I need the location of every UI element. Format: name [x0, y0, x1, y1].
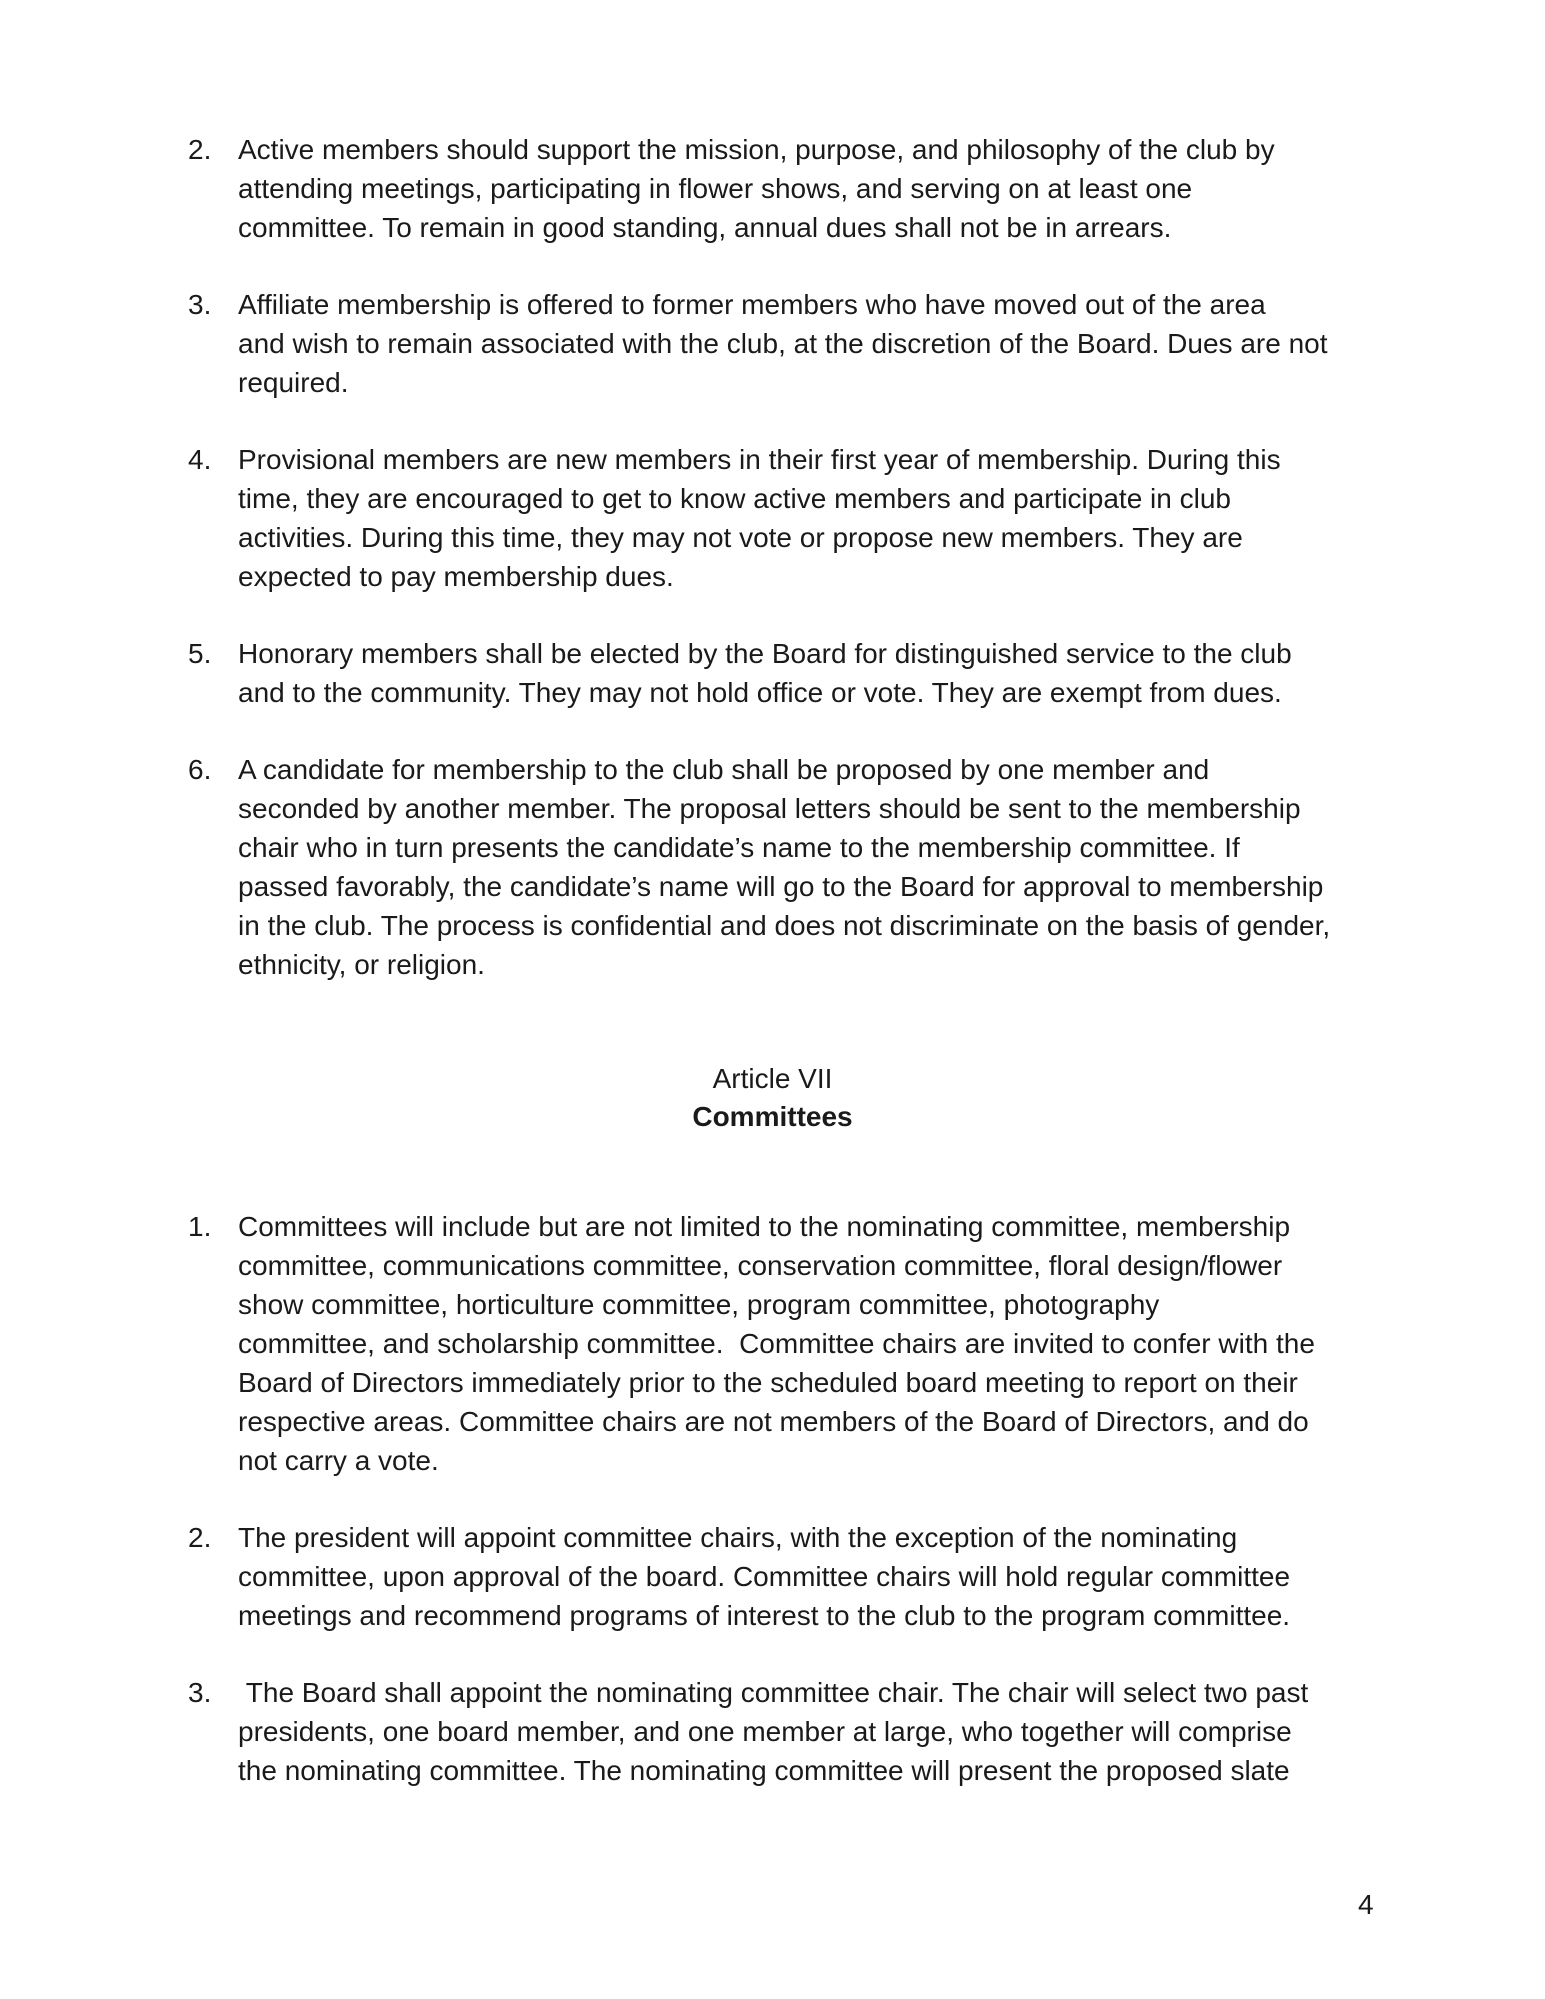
item-line: committee. To remain in good standing, annual dues shall not be in arrears. — [238, 212, 1172, 243]
membership-list — [188, 130, 1388, 984]
item-line: A candidate for membership to the club shall be proposed by one member and — [238, 754, 1210, 785]
list-item — [188, 750, 1388, 984]
item-line: committee, communications committee, conservation committee, floral design/flower — [238, 1250, 1283, 1281]
list-item — [188, 130, 1388, 247]
item-line: Honorary members shall be elected by the Board for distinguished service to the club — [238, 638, 1292, 669]
item-line: show committee, horticulture committee, program committee, photography — [238, 1289, 1160, 1320]
item-line: Active members should support the mission, purpose, and philosophy of the club by — [238, 134, 1275, 165]
list-item — [188, 634, 1388, 712]
item-line: seconded by another member. The proposal letters should be sent to the membership — [238, 793, 1301, 824]
item-line: and to the community. They may not hold office or vote. They are exempt from dues. — [238, 677, 1282, 708]
item-number: 1. — [188, 1211, 212, 1242]
item-line: attending meetings, participating in flower shows, and serving on at least one — [238, 173, 1193, 204]
item-number: 6. — [188, 754, 212, 785]
item-number: 3. — [188, 289, 212, 320]
item-number: 2. — [188, 134, 212, 165]
item-line: Board of Directors immediately prior to the scheduled board meeting to report on their — [238, 1367, 1298, 1398]
item-line: ethnicity, or religion. — [238, 949, 485, 980]
item-line: committee, and scholarship committee. Committee chairs are invited to confer with the — [238, 1328, 1315, 1359]
item-line: presidents, one board member, and one member at large, who together will comprise — [238, 1716, 1292, 1747]
item-line: time, they are encouraged to get to know active members and participate in club — [238, 483, 1231, 514]
item-line: The president will appoint committee chairs, with the exception of the nominating — [238, 1522, 1238, 1553]
item-line: Provisional members are new members in their first year of membership. During this — [238, 444, 1281, 475]
item-line: passed favorably, the candidate’s name will go to the Board for approval to membership — [238, 871, 1324, 902]
item-number: 5. — [188, 638, 212, 669]
item-line: committee, upon approval of the board. Committee chairs will hold regular committee — [238, 1561, 1291, 1592]
list-item — [188, 1673, 1388, 1790]
article-heading — [0, 1060, 1545, 1136]
item-number: 3. — [188, 1677, 212, 1708]
item-line: expected to pay membership dues. — [238, 561, 674, 592]
item-line: in the club. The process is confidential and does not discriminate on the basis of gender, — [238, 910, 1331, 941]
item-line: activities. During this time, they may not vote or propose new members. They are — [238, 522, 1243, 553]
page-number: 4 — [1358, 1889, 1374, 1920]
article-title: Committees — [692, 1101, 853, 1132]
item-line: Committees will include but are not limited to the nominating committee, membership — [238, 1211, 1291, 1242]
item-line: not carry a vote. — [238, 1445, 439, 1476]
list-item — [188, 285, 1388, 402]
article-number: Article VII — [712, 1063, 833, 1094]
list-item — [188, 440, 1388, 596]
item-line: the nominating committee. The nominating committee will present the proposed slate — [238, 1755, 1290, 1786]
item-line: required. — [238, 367, 349, 398]
list-item — [188, 1518, 1388, 1635]
committees-list — [188, 1207, 1388, 1790]
item-line: The Board shall appoint the nominating committee chair. The chair will select two past — [238, 1677, 1309, 1708]
item-line: Affiliate membership is offered to former members who have moved out of the area — [238, 289, 1266, 320]
item-line: and wish to remain associated with the club, at the discretion of the Board. Dues are not — [238, 328, 1328, 359]
list-item — [188, 1207, 1388, 1480]
item-line: meetings and recommend programs of interest to the club to the program committee. — [238, 1600, 1291, 1631]
item-number: 4. — [188, 444, 212, 475]
item-number: 2. — [188, 1522, 212, 1553]
item-line: chair who in turn presents the candidate’s name to the membership committee. If — [238, 832, 1240, 863]
item-line: respective areas. Committee chairs are not members of the Board of Directors, and do — [238, 1406, 1309, 1437]
